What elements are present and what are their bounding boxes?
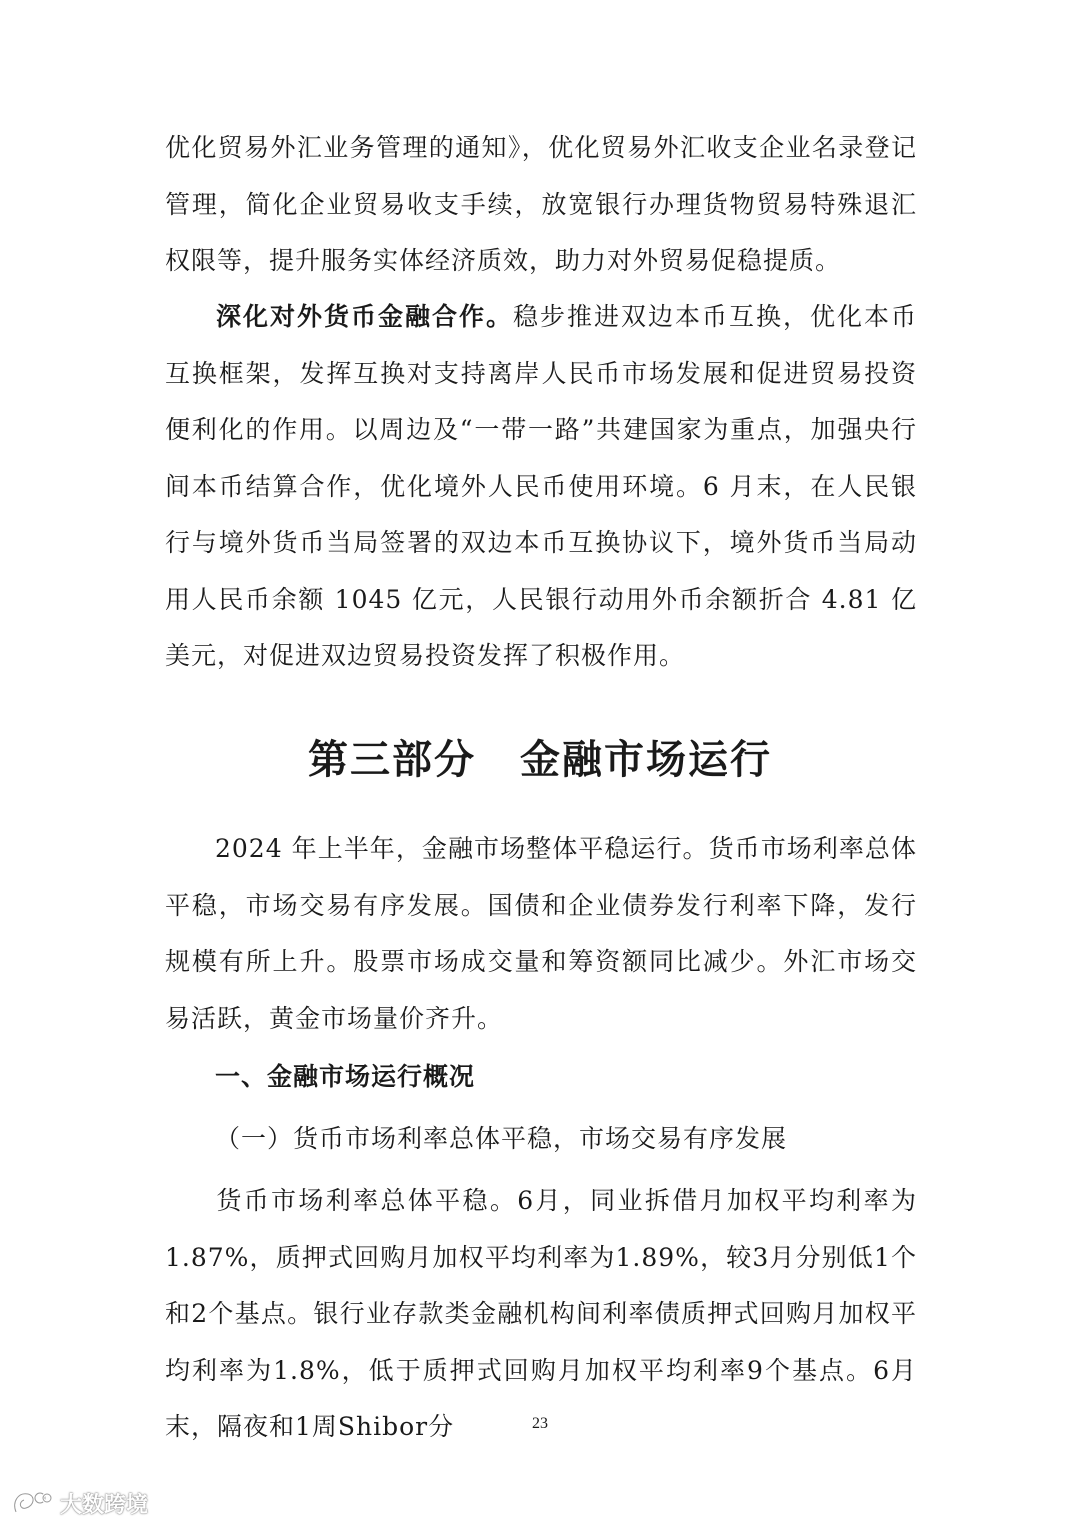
paragraph-market-overview: [165, 821, 917, 1047]
paragraph-currency-cooperation: [165, 289, 917, 685]
part-name: 金融市场运行: [520, 737, 772, 783]
page-number: 23: [532, 1415, 548, 1432]
part-title: [0, 730, 1080, 790]
part-number: 第三部分: [308, 737, 476, 783]
paragraph-text: 货币市场利率总体平稳。6月，同业拆借月加权平均利率为1.87%，质押式回购月加权平均利率为1.89%，较3月分别低1个和2个基点。银行业存款类金融机构间利率债质押式回购月加权平均利率为1.8%，低于质押式回购月加权平均利率9个基点。6月末，隔夜和1周Shibor分: [165, 1186, 917, 1441]
subsection-heading: （一）货币市场利率总体平稳，市场交易有序发展: [215, 1124, 788, 1153]
watermark: [10, 1486, 148, 1520]
paragraph-money-market-rates: [165, 1173, 917, 1456]
paragraph-text: 2024 年上半年，金融市场整体平稳运行。货币市场利率总体平稳，市场交易有序发展。国债和企业债券发行利率下降，发行规模有所上升。股票市场成交量和筹资额同比减少。外汇市场交易活跃，黄金市场量价齐升。: [165, 834, 917, 1033]
watermark-logo-icon: [10, 1488, 52, 1518]
watermark-text: 大数跨境: [60, 1492, 149, 1518]
paragraph-lead: 深化对外货币金融合作。: [215, 302, 513, 331]
section-heading: 一、金融市场运行概况: [215, 1062, 476, 1091]
paragraph-trade-forex: [165, 120, 917, 290]
paragraph-text: 优化贸易外汇业务管理的通知》，优化贸易外汇收支企业名录登记管理，简化企业贸易收支手续，放宽银行办理货物贸易特殊退汇权限等，提升服务实体经济质效，助力对外贸易促稳提质。: [165, 133, 917, 275]
paragraph-text: 稳步推进双边本币互换，优化本币互换框架，发挥互换对支持离岸人民币市场发展和促进贸易投资便利化的作用。以周边及“一带一路”共建国家为重点，加强央行间本币结算合作，优化境外人民币使用环境。6 月末，在人民银行与境外货币当局签署的双边本币互换协议下，境外货币当局动用人民币余额 1045 亿元，人民银行动用外币余额折合 4.81 亿美元，对促进双边贸易投资发挥了积极作用。: [165, 302, 917, 670]
